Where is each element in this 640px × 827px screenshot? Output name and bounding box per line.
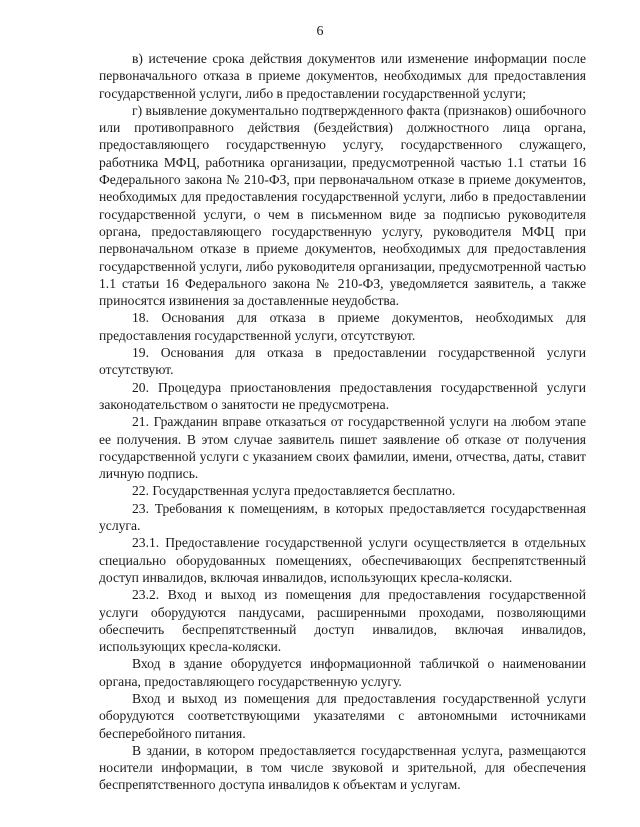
- paragraph-18: 18. Основания для отказа в приеме документов, необходимых для предоставления государственной услуги, отсутствуют.: [99, 310, 586, 343]
- document-body: [99, 50, 586, 794]
- paragraph-item-v: в) истечение срока действия документов или изменение информации после первоначального отказа в приеме документов, необходимых для предоставления государственной услуги, либо в предоставлении государственной услуги;: [99, 51, 586, 101]
- paragraph-entrance-sign: Вход в здание оборудуется информационной табличкой о наименовании органа, предоставляющего государственную услугу.: [99, 656, 586, 689]
- paragraph-20: 20. Процедура приостановления предоставления государственной услуги законодательством о занятости не предусмотрена.: [99, 379, 586, 412]
- paragraph-entrance-indicators: Вход и выход из помещения для предоставления государственной услуги оборудуются соответствующими указателями с автономными источниками бесперебойного питания.: [99, 690, 586, 741]
- paragraph-19: 19. Основания для отказа в предоставлении государственной услуги отсутствуют.: [99, 345, 586, 378]
- paragraph-23-2: 23.2. Вход и выход из помещения для предоставления государственной услуги оборудуются пандусами, расширенными проходами, позволяющими обеспечить беспрепятственный доступ инвалидов, включая инвалидов, использующих кресла-коляски.: [99, 587, 586, 655]
- page-number: 6: [316, 24, 324, 39]
- paragraph-21: 21. Гражданин вправе отказаться от государственной услуги на любом этапе ее получения. В этом случае заявитель пишет заявление об отказе от получения государственной услуги с указанием своих фамилии, имени, отчества, даты, ставит личную подпись.: [99, 414, 586, 482]
- paragraph-23: 23. Требования к помещениям, в которых предоставляется государственная услуга.: [99, 500, 586, 534]
- paragraph-information-carriers: В здании, в котором предоставляется государственная услуга, размещаются носители информации, в том числе звуковой и зрительной, для обеспечения беспрепятственного доступа инвалидов к объектам и услугам.: [99, 742, 586, 793]
- paragraph-22: 22. Государственная услуга предоставляется бесплатно.: [132, 483, 456, 499]
- paragraph-23-1: 23.1. Предоставление государственной услуги осуществляется в отдельных специально оборудованных помещениях, обеспечивающих беспрепятственный доступ инвалидов, включая инвалидов, использующих кресла-коляски.: [99, 535, 586, 585]
- paragraph-item-g: г) выявление документально подтвержденного факта (признаков) ошибочного или противоправного действия (бездействия) должностного лица органа, предоставляющего государственную услугу, государственного служащего, работника МФЦ, работника организации, предусмотренной частью 1.1 статьи 16 Федерального закона № 210-ФЗ, при первоначальном отказе в приеме документов, необходимых для предоставления государственной услуги, либо в предоставлении государственной услуги, о чем в письменном виде за подписью руководителя органа, предоставляющего государственную услугу, руководителя МФЦ при первоначальном отказе в приеме документов, необходимых для предоставления государственной услуги, либо руководителя организации, предусмотренной частью 1.1 статьи 16 Федерального закона № 210-ФЗ, уведомляется заявитель, а также приносятся извинения за доставленные неудобства.: [99, 102, 586, 309]
